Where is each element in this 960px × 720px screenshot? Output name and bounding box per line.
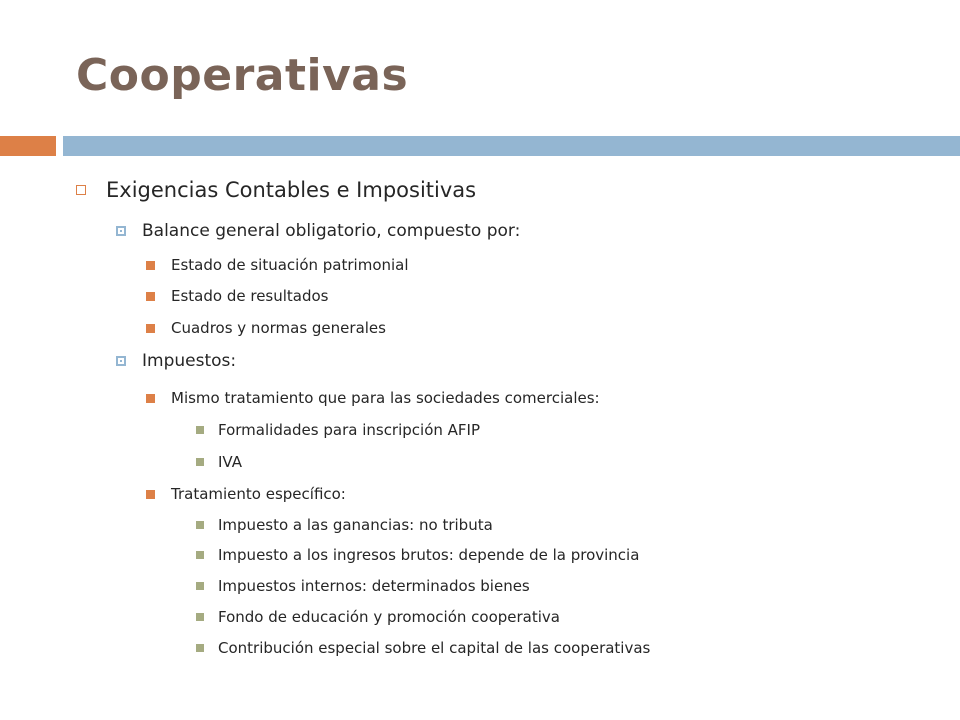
small-square-bullet-icon <box>196 644 204 652</box>
list-item-text: Impuesto a las ganancias: no tributa <box>218 515 493 534</box>
filled-square-bullet-icon <box>146 490 155 499</box>
small-square-bullet-icon <box>196 426 204 434</box>
list-item-text: Impuesto a los ingresos brutos: depende de la provincia <box>218 545 640 564</box>
filled-square-bullet-icon <box>146 324 155 333</box>
small-square-bullet-icon <box>196 521 204 529</box>
list-item-text: Cuadros y normas generales <box>171 318 386 337</box>
balance-text: Balance general obligatorio, compuesto por: <box>142 220 521 241</box>
bullet-mismo-tratamiento <box>146 388 600 408</box>
list-item <box>196 607 560 627</box>
list-item-text: Impuestos internos: determinados bienes <box>218 576 530 595</box>
list-item <box>196 576 530 596</box>
list-item <box>196 452 242 472</box>
list-item <box>146 318 386 338</box>
hollow-square-bullet-icon <box>76 185 86 195</box>
mismo-tratamiento-text: Mismo tratamiento que para las sociedades comerciales: <box>171 388 600 407</box>
impuestos-text: Impuestos: <box>142 350 237 371</box>
list-item-text: Contribución especial sobre el capital de las cooperativas <box>218 638 651 657</box>
list-item <box>196 515 493 535</box>
list-item-text: Formalidades para inscripción AFIP <box>218 420 481 439</box>
square-dot-bullet-icon <box>116 356 126 366</box>
list-item <box>196 420 480 440</box>
list-item <box>146 286 329 306</box>
bullet-tratamiento-especifico <box>146 484 346 504</box>
small-square-bullet-icon <box>196 582 204 590</box>
list-item-text: Estado de resultados <box>171 286 329 305</box>
small-square-bullet-icon <box>196 613 204 621</box>
list-item <box>146 255 409 275</box>
list-item <box>196 545 639 565</box>
square-dot-bullet-icon <box>116 226 126 236</box>
slide-title: Cooperativas <box>76 50 409 101</box>
list-item-text: Fondo de educación y promoción cooperativa <box>218 607 560 626</box>
list-item-text: IVA <box>218 452 242 471</box>
list-item <box>196 638 650 658</box>
bullet-heading <box>76 177 476 203</box>
filled-square-bullet-icon <box>146 292 155 301</box>
bullet-balance <box>116 220 520 242</box>
small-square-bullet-icon <box>196 551 204 559</box>
bullet-impuestos <box>116 350 236 372</box>
heading-text: Exigencias Contables e Impositivas <box>106 177 477 202</box>
filled-square-bullet-icon <box>146 261 155 270</box>
filled-square-bullet-icon <box>146 394 155 403</box>
small-square-bullet-icon <box>196 458 204 466</box>
list-item-text: Estado de situación patrimonial <box>171 255 409 274</box>
tratamiento-especifico-text: Tratamiento específico: <box>171 484 346 503</box>
